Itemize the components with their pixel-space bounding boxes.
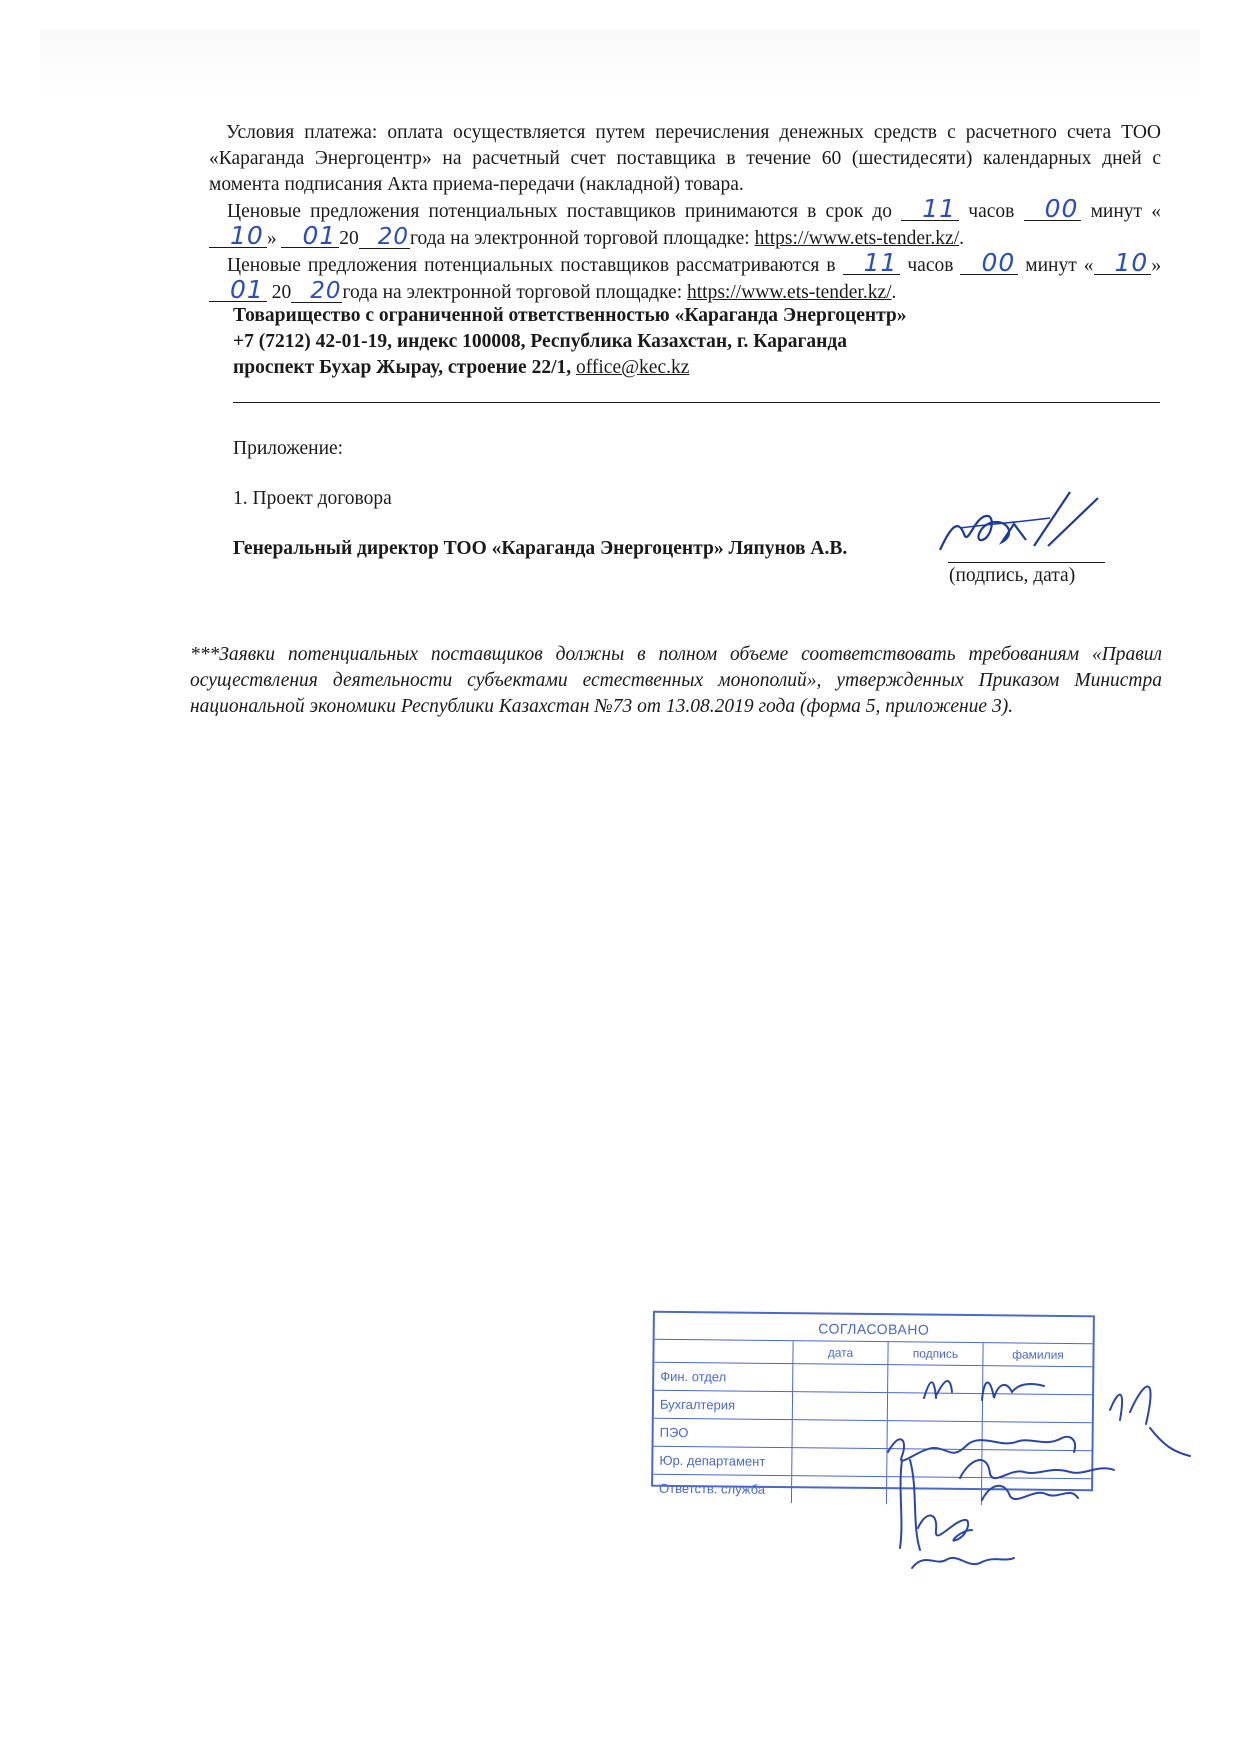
review-month: 01 <box>209 279 267 302</box>
acceptance-url-link[interactable]: https://www.ets-tender.kz/ <box>754 228 960 249</box>
company-name: Товарищество с ограниченной ответственностью «Караганда Энергоцентр» <box>233 305 907 326</box>
review-open-quote: « <box>1083 255 1094 276</box>
company-email-link[interactable]: office@kec.kz <box>575 357 690 378</box>
review-url-link[interactable]: https://www.ets-tender.kz/ <box>687 282 892 303</box>
review-year-prefix: 20 <box>271 282 292 303</box>
stamp-row <box>654 1390 1092 1423</box>
acceptance-minutes-label: минут « <box>1090 201 1162 222</box>
review-minutes-label: минут <box>1025 255 1077 276</box>
acceptance-day: 10 <box>209 225 267 248</box>
acceptance-text-1: Ценовые предложения потенциальных поставщиков принимаются в срок до <box>227 201 893 222</box>
footnote: ***Заявки потенциальных поставщиков должны в полном объеме соответствовать требованиям «Правил осуществления деятельности субъектами естественных монополий», утвержденных Приказом Министра национальной экономики Республики Казахстан №73 от 13.08.2019 года (форма 5, приложение 3). <box>190 644 1162 717</box>
review-hours-label: часов <box>907 255 954 276</box>
acceptance-hours-label: часов <box>968 201 1015 222</box>
stamp-row-label: Ответств. служба <box>653 1474 792 1503</box>
stamp-cell <box>792 1392 887 1421</box>
signature-bottom-2 <box>912 1558 1014 1568</box>
review-deadline-text <box>209 248 1162 306</box>
acceptance-deadline <box>209 194 1162 252</box>
stamp-cell <box>887 1393 982 1422</box>
acceptance-end: . <box>959 228 964 249</box>
acceptance-text-2: года на электронной торговой площадке: <box>410 228 750 249</box>
stamp-cell <box>983 1366 1093 1395</box>
stamp-row-label: Фин. отдел <box>654 1362 793 1391</box>
company-block <box>233 303 1153 381</box>
stamp-header-signature: подпись <box>888 1342 983 1365</box>
stamp-cell <box>888 1365 983 1394</box>
appendix-label: Приложение: <box>233 438 344 459</box>
review-day: 10 <box>1094 252 1152 275</box>
stamp-cell <box>981 1478 1091 1507</box>
stamp-cell <box>887 1449 982 1478</box>
review-minute: 00 <box>960 252 1018 275</box>
payment-terms <box>209 120 1161 198</box>
stamp-cell <box>791 1476 886 1504</box>
stamp-header-empty <box>654 1340 793 1364</box>
review-text-2: года на электронной торговой площадке: <box>342 282 683 303</box>
company-address-line <box>233 355 1153 381</box>
review-deadline <box>209 248 1162 306</box>
stamp-cell <box>982 1394 1092 1423</box>
stamp-cell <box>792 1420 887 1449</box>
acceptance-minute: 00 <box>1024 198 1082 221</box>
stamp-cell <box>982 1422 1092 1451</box>
director-signature <box>930 488 1120 568</box>
stamp-table <box>653 1340 1093 1507</box>
stamp-header-surname: фамилия <box>983 1343 1093 1367</box>
company-contacts: +7 (7212) 42-01-19, индекс 100008, Республика Казахстан, г. Караганда <box>233 331 847 352</box>
acceptance-deadline-text <box>209 194 1162 252</box>
stamp-header-date: дата <box>793 1341 888 1364</box>
stamp-row <box>653 1474 1091 1506</box>
signature-side <box>1110 1386 1190 1456</box>
stamp-title: СОГЛАСОВАНО <box>655 1313 1093 1345</box>
acceptance-year-suffix: 20 <box>359 226 410 249</box>
director-line: Генеральный директор ТОО «Караганда Энергоцентр» Ляпунов А.В. <box>233 538 848 559</box>
stamp-cell <box>982 1450 1092 1479</box>
acceptance-hour: 11 <box>901 198 959 221</box>
stamp-row-label: Бухгалтерия <box>654 1390 793 1419</box>
stamp-row <box>654 1362 1092 1395</box>
stamp-row-label: ПЭО <box>654 1418 793 1447</box>
signature-bottom-1 <box>918 1515 972 1540</box>
appendix-item: 1. Проект договора <box>233 488 392 509</box>
stamp-row-label: Юр. департамент <box>653 1446 792 1475</box>
stamp-cell <box>792 1448 887 1477</box>
scan-artifact <box>40 30 1200 100</box>
acceptance-close-quote: » <box>266 228 277 249</box>
review-year-suffix: 20 <box>291 280 342 303</box>
company-address: проспект Бухар Жырау, строение 22/1, <box>233 357 572 378</box>
review-end: . <box>891 282 897 303</box>
stamp-cell <box>886 1477 981 1505</box>
review-close-quote: » <box>1151 255 1162 276</box>
stamp-cell <box>793 1364 888 1393</box>
acceptance-month: 01 <box>281 225 339 248</box>
review-text-1: Ценовые предложения потенциальных поставщиков рассматриваются в <box>227 255 836 276</box>
stamp-cell <box>887 1421 982 1450</box>
stamp-row <box>653 1446 1091 1479</box>
approval-stamp <box>651 1311 1095 1497</box>
review-hour: 11 <box>843 252 901 275</box>
separator-line <box>233 402 1160 403</box>
signature-caption: (подпись, дата) <box>949 565 1076 586</box>
payment-terms-text: Условия платежа: оплата осуществляется путем перечисления денежных средств с расчетного счета ТОО «Караганда Энергоцентр» на расчетный счет поставщика в течение 60 (шестидесяти) календарных дней с момента подписания Акта приема-передачи (накладной) товара. <box>209 122 1161 195</box>
stamp-row <box>654 1418 1092 1451</box>
acceptance-year-prefix: 20 <box>339 228 359 249</box>
